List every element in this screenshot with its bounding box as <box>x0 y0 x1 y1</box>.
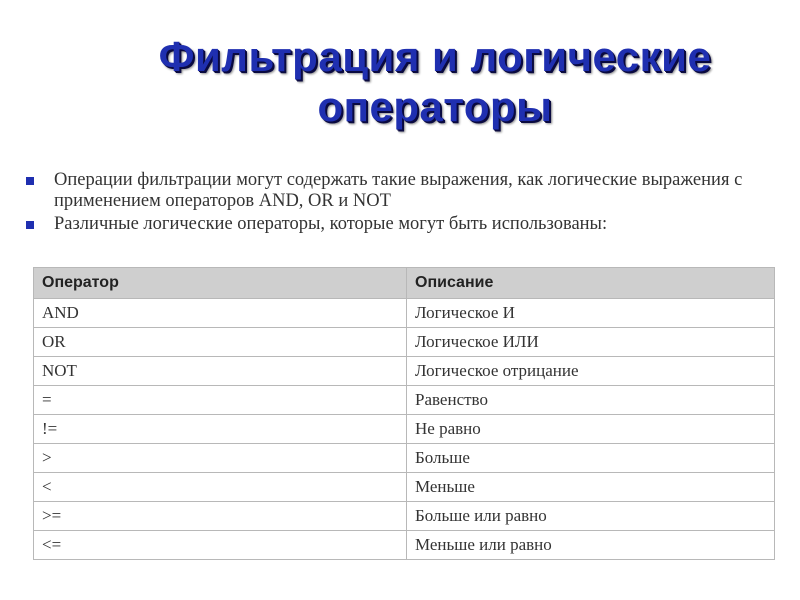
table-row <box>34 473 775 502</box>
description-cell: Равенство <box>407 386 775 415</box>
bullet-text: Операции фильтрации могут содержать такие выражения, как логические выражения с применением операторов AND, OR и NOT <box>54 170 743 211</box>
column-header-operator: Оператор <box>34 268 407 299</box>
operator-cell: AND <box>34 299 407 328</box>
table-row <box>34 531 775 560</box>
operators-table-container <box>33 267 774 560</box>
operator-cell: < <box>34 473 407 502</box>
bullet-text: Различные логические операторы, которые могут быть использованы: <box>54 214 608 234</box>
description-cell: Меньше <box>407 473 775 502</box>
table-row <box>34 299 775 328</box>
operator-cell: = <box>34 386 407 415</box>
description-cell: Больше <box>407 444 775 473</box>
operator-cell: <= <box>34 531 407 560</box>
table-row <box>34 444 775 473</box>
operators-table <box>33 267 775 560</box>
operator-cell: >= <box>34 502 407 531</box>
square-bullet-icon <box>26 177 34 185</box>
description-cell: Больше или равно <box>407 502 775 531</box>
table-row <box>34 415 775 444</box>
operator-cell: OR <box>34 328 407 357</box>
table-row <box>34 357 775 386</box>
table-header-row <box>34 268 775 299</box>
description-cell: Меньше или равно <box>407 531 775 560</box>
bullet-list <box>26 170 766 237</box>
description-cell: Логическое ИЛИ <box>407 328 775 357</box>
slide-title <box>0 32 800 132</box>
column-header-description: Описание <box>407 268 775 299</box>
table-row <box>34 502 775 531</box>
description-cell: Логическое И <box>407 299 775 328</box>
table-row <box>34 328 775 357</box>
operator-cell: != <box>34 415 407 444</box>
operator-cell: NOT <box>34 357 407 386</box>
bullet-item <box>26 214 766 235</box>
description-cell: Логическое отрицание <box>407 357 775 386</box>
slide-title-line-1: Фильтрация и логические <box>158 33 712 80</box>
operator-cell: > <box>34 444 407 473</box>
bullet-item <box>26 170 766 212</box>
square-bullet-icon <box>26 221 34 229</box>
table-row <box>34 386 775 415</box>
description-cell: Не равно <box>407 415 775 444</box>
slide-title-line-2: операторы <box>317 83 553 130</box>
